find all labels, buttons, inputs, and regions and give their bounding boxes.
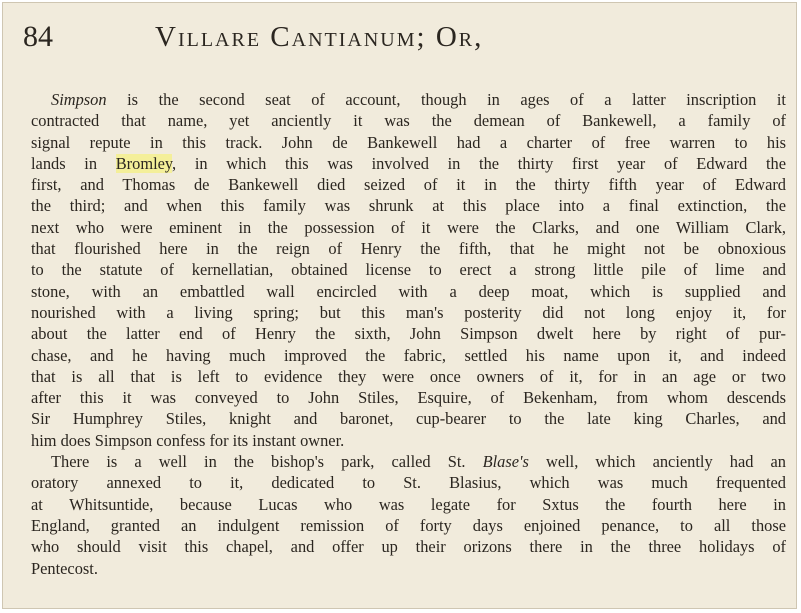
page-number: 84: [23, 20, 53, 53]
highlighted-word-bromley[interactable]: Bromley: [115, 153, 173, 173]
paragraph-1: [31, 89, 786, 451]
text-line: the third; and when this family was shrunk at this place into a final extinction, the: [31, 196, 786, 216]
text-line: at Whitsuntide, because Lucas who was legate for Sxtus the fourth here in: [31, 494, 786, 514]
book-page: [2, 2, 797, 609]
body-text: [31, 89, 786, 579]
text-line: him does Simpson confess for its instant owner.: [31, 430, 345, 450]
place-name-simpson: Simpson: [51, 90, 107, 109]
text-line: oratory annexed to it, dedicated to St. Blasius, which was much frequented: [31, 473, 786, 493]
text-line: that is all that is left to evidence they were once owners of it, for in an age or two: [31, 366, 786, 386]
page-header: [3, 17, 796, 57]
text-line: Pentecost.: [31, 558, 98, 578]
place-name-blase: Blase's: [482, 452, 529, 472]
text-line: next who were eminent in the possession of it were the Clarks, and one William Clark,: [31, 217, 786, 237]
text-line: signal repute in this track. John de Bankewell had a charter of free warren to his: [31, 132, 786, 152]
text-line: There is a well in the bishop's park, called St. Blase's well, which anciently had an: [51, 452, 786, 472]
text-line: contracted that name, yet anciently it was the demean of Bankewell, a family of: [31, 111, 786, 131]
text-line: Sir Humphrey Stiles, knight and baronet, cup-bearer to the late king Charles, and: [31, 409, 786, 429]
text-line: about the latter end of Henry the sixth, John Simpson dwelt here by right of pur-: [31, 324, 786, 344]
text-line: to the statute of kernellatian, obtained license to erect a strong little pile of lime and: [31, 260, 786, 280]
text-line: first, and Thomas de Bankewell died seized of it in the thirty fifth year of Edward: [31, 175, 786, 195]
paragraph-2: [31, 451, 786, 579]
text-line: stone, with an embattled wall encircled with a deep moat, which is supplied and: [31, 281, 786, 301]
text-line: nourished with a living spring; but this man's posterity did not long enjoy it, for: [31, 302, 786, 322]
running-title: Villare Cantianum; Or,: [155, 21, 484, 53]
text-line: Simpson is the second seat of account, though in ages of a latter inscription it: [51, 90, 786, 109]
text-line: chase, and he having much improved the fabric, settled his name upon it, and indeed: [31, 345, 786, 365]
text-line: England, granted an indulgent remission of forty days enjoined penance, to all those: [31, 515, 786, 535]
text-line: after this it was conveyed to John Stiles, Esquire, of Bekenham, from whom descends: [31, 388, 786, 408]
text-line: who should visit this chapel, and offer up their orizons there in the three holidays of: [31, 537, 786, 557]
text-line: that flourished here in the reign of Henry the fifth, that he might not be obnoxious: [31, 239, 786, 259]
text-line: lands in Bromley, in which this was involved in the thirty first year of Edward the: [31, 153, 786, 173]
